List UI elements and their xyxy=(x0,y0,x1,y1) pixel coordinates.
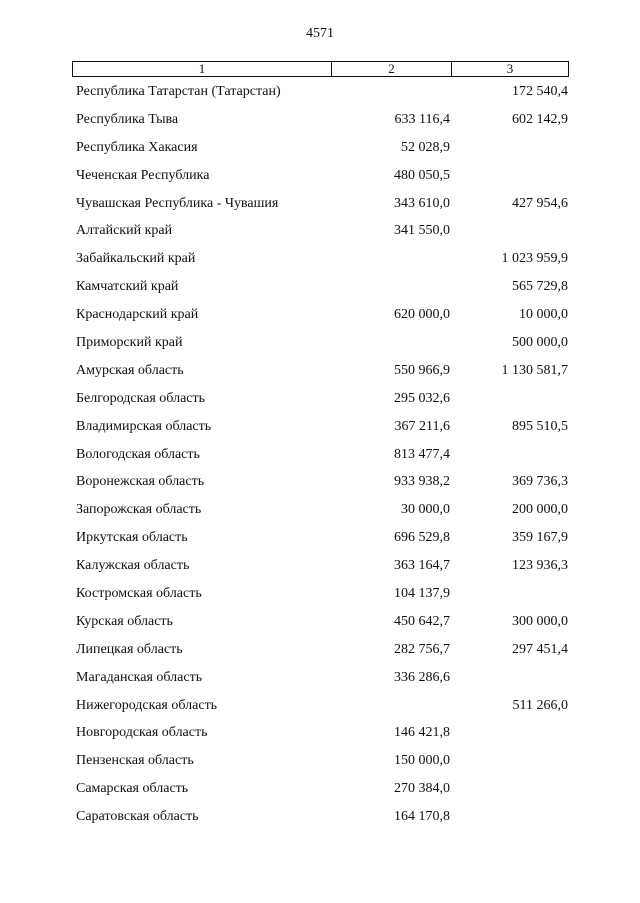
table-row xyxy=(0,221,640,249)
region-name: Самарская область xyxy=(76,781,189,797)
value-col-2: 367 211,6 xyxy=(394,418,450,434)
table-row xyxy=(0,417,640,445)
region-name: Чеченская Республика xyxy=(76,167,210,183)
table-row xyxy=(0,249,640,277)
table-row xyxy=(0,333,640,361)
table-row xyxy=(0,277,640,305)
table-row xyxy=(0,472,640,500)
value-col-2: 336 286,6 xyxy=(394,669,450,685)
value-col-3: 895 510,5 xyxy=(512,418,568,434)
value-col-3: 369 736,3 xyxy=(512,474,568,490)
region-name: Саратовская область xyxy=(76,809,199,825)
value-col-3: 602 142,9 xyxy=(512,111,568,127)
value-col-2: 52 028,9 xyxy=(401,139,450,155)
value-col-2: 104 137,9 xyxy=(394,586,450,602)
region-name: Республика Татарстан (Татарстан) xyxy=(76,84,281,99)
table-row xyxy=(0,110,640,138)
value-col-2: 341 550,0 xyxy=(394,223,450,239)
region-name: Курская область xyxy=(76,613,173,629)
value-col-3: 500 000,0 xyxy=(512,335,568,351)
region-name: Алтайский край xyxy=(76,223,173,239)
page-number: 4571 xyxy=(306,26,334,41)
region-name: Запорожская область xyxy=(76,502,202,518)
table-row xyxy=(0,612,640,640)
table-row xyxy=(0,305,640,333)
value-col-2: 363 164,7 xyxy=(394,558,450,574)
region-name: Воронежская область xyxy=(76,474,205,490)
value-col-3: 172 540,4 xyxy=(512,84,568,99)
header-col-2: 2 xyxy=(332,62,452,76)
value-col-3: 297 451,4 xyxy=(512,641,568,657)
region-name: Магаданская область xyxy=(76,669,203,685)
header-col-3: 3 xyxy=(506,61,514,76)
table-row xyxy=(0,445,640,473)
region-name: Забайкальский край xyxy=(76,251,196,267)
value-col-2: 146 421,8 xyxy=(394,725,450,741)
table-row xyxy=(0,640,640,668)
value-col-2: 813 477,4 xyxy=(394,446,450,462)
value-col-2: 696 529,8 xyxy=(394,530,450,546)
value-col-3: 427 954,6 xyxy=(512,195,568,211)
table-header xyxy=(72,61,569,77)
table-row xyxy=(0,584,640,612)
table-row xyxy=(0,82,640,110)
value-col-2: 343 610,0 xyxy=(394,195,450,211)
table-row xyxy=(0,723,640,751)
region-name: Республика Хакасия xyxy=(76,139,198,155)
region-name: Калужская область xyxy=(76,558,190,574)
region-name: Вологодская область xyxy=(76,446,200,462)
table-row xyxy=(0,138,640,166)
value-col-2: 282 756,7 xyxy=(394,641,450,657)
value-col-2: 295 032,6 xyxy=(394,390,450,406)
value-col-2: 550 966,9 xyxy=(394,362,450,378)
value-col-2: 150 000,0 xyxy=(394,753,450,769)
value-col-3: 1 130 581,7 xyxy=(501,362,568,378)
region-name: Пензенская область xyxy=(76,753,194,769)
table-row xyxy=(0,528,640,556)
region-name: Новгородская область xyxy=(76,725,208,741)
table-row xyxy=(0,389,640,417)
region-name: Республика Тыва xyxy=(76,111,179,127)
value-col-3: 1 023 959,9 xyxy=(501,251,568,267)
value-col-2: 933 938,2 xyxy=(394,474,450,490)
table-row xyxy=(0,556,640,584)
value-col-2: 164 170,8 xyxy=(394,809,450,825)
value-col-3: 511 266,0 xyxy=(512,697,568,713)
region-name: Белгородская область xyxy=(76,390,206,406)
value-col-3: 200 000,0 xyxy=(512,502,568,518)
table-body xyxy=(0,82,640,835)
table-row xyxy=(0,166,640,194)
table-row xyxy=(0,807,640,835)
table-row xyxy=(0,194,640,222)
value-col-3: 359 167,9 xyxy=(512,530,568,546)
table-row xyxy=(0,500,640,528)
region-name: Камчатский край xyxy=(76,279,179,295)
region-name: Владимирская область xyxy=(76,418,212,434)
value-col-2: 450 642,7 xyxy=(394,613,450,629)
table-row xyxy=(0,751,640,779)
region-name: Костромская область xyxy=(76,586,202,602)
table-row xyxy=(0,779,640,807)
region-name: Иркутская область xyxy=(76,530,188,546)
value-col-2: 620 000,0 xyxy=(394,307,450,323)
value-col-2: 633 116,4 xyxy=(394,111,450,127)
region-name: Приморский край xyxy=(76,335,183,351)
region-name: Чувашская Республика - Чувашия xyxy=(76,195,279,211)
value-col-3: 123 936,3 xyxy=(512,558,568,574)
region-name: Краснодарский край xyxy=(76,307,199,323)
region-name: Амурская область xyxy=(76,362,184,378)
value-col-3: 10 000,0 xyxy=(519,307,568,323)
table-row xyxy=(0,668,640,696)
value-col-3: 565 729,8 xyxy=(512,279,568,295)
table-row xyxy=(0,361,640,389)
value-col-2: 270 384,0 xyxy=(394,781,450,797)
table-row xyxy=(0,696,640,724)
value-col-3: 300 000,0 xyxy=(512,613,568,629)
region-name: Нижегородская область xyxy=(76,697,218,713)
region-name: Липецкая область xyxy=(76,641,183,657)
value-col-2: 30 000,0 xyxy=(401,502,450,518)
header-col-1: 1 xyxy=(73,62,332,76)
value-col-2: 480 050,5 xyxy=(394,167,450,183)
